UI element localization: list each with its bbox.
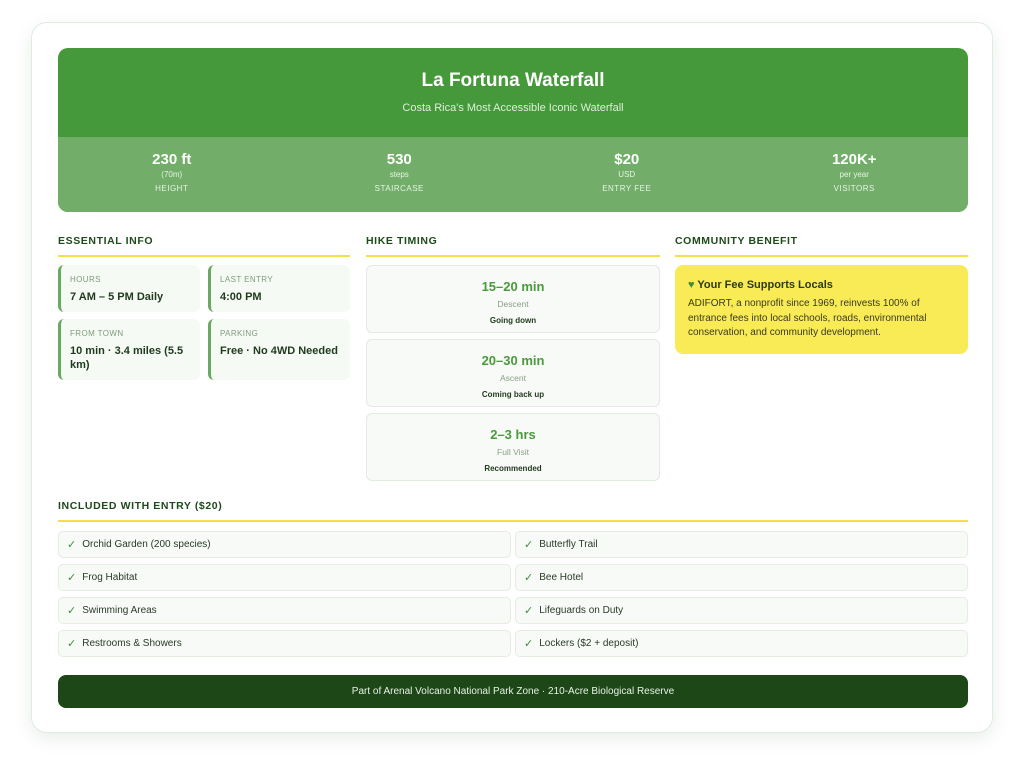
community-heading	[688, 279, 955, 291]
check-icon: ✓	[524, 638, 534, 650]
stat-unit: per year	[839, 170, 869, 179]
info-card	[31, 22, 993, 733]
check-icon: ✓	[524, 605, 534, 617]
check-icon: ✓	[67, 638, 77, 650]
community-heading-text: Your Fee Supports Locals	[697, 279, 833, 291]
timing-note: Coming back up	[481, 390, 545, 399]
info-label: HOURS	[70, 275, 101, 284]
community-benefit-title: COMMUNITY BENEFIT	[675, 235, 968, 257]
stat-label: STAIRCASE	[374, 184, 424, 193]
stat-staircase	[286, 137, 514, 212]
included-item	[515, 630, 968, 657]
timing-note: Recommended	[484, 464, 542, 473]
check-icon: ✓	[67, 605, 77, 617]
included-item-label: Lifeguards on Duty	[539, 605, 624, 616]
info-value: Free · No 4WD Needed	[220, 345, 338, 357]
timing-label: Descent	[497, 299, 529, 309]
hero-banner	[58, 48, 968, 212]
green-heart-icon: ♥	[688, 279, 695, 291]
essential-info-title: ESSENTIAL INFO	[58, 235, 350, 257]
included-item-label: Orchid Garden (200 species)	[82, 539, 211, 550]
included-item-label: Bee Hotel	[539, 572, 584, 583]
stat-unit: USD	[618, 170, 636, 179]
included-item	[58, 630, 511, 657]
included-item	[58, 564, 511, 591]
info-hours	[58, 265, 200, 312]
stat-value: 120K+	[831, 151, 877, 168]
info-value: 4:00 PM	[220, 291, 262, 303]
timing-value: 15–20 min	[481, 279, 545, 294]
timing-ascent	[366, 339, 660, 407]
included-item-label: Butterfly Trail	[539, 539, 598, 550]
stat-unit: steps	[389, 170, 409, 179]
info-label: FROM TOWN	[70, 329, 124, 338]
timing-descent	[366, 265, 660, 333]
stats-bar	[58, 137, 968, 212]
info-last-entry	[208, 265, 350, 312]
stat-label: ENTRY FEE	[602, 184, 652, 193]
page-title: La Fortuna Waterfall	[421, 70, 605, 91]
included-item	[515, 564, 968, 591]
stat-label: VISITORS	[833, 184, 875, 193]
stat-height	[58, 137, 286, 212]
check-icon: ✓	[524, 572, 534, 584]
included-item	[515, 531, 968, 558]
stat-value: 530	[386, 151, 412, 168]
included-item-label: Swimming Areas	[82, 605, 157, 616]
info-label: PARKING	[220, 329, 259, 338]
stat-label: HEIGHT	[155, 184, 189, 193]
included-item-label: Frog Habitat	[82, 572, 138, 583]
included-item-label: Lockers ($2 + deposit)	[539, 638, 639, 649]
check-icon: ✓	[67, 572, 77, 584]
included-item-label: Restrooms & Showers	[82, 638, 182, 649]
included-title: INCLUDED WITH ENTRY ($20)	[58, 500, 968, 522]
hike-timing-title: HIKE TIMING	[366, 235, 660, 257]
timing-full-visit	[366, 413, 660, 481]
info-from-town	[58, 319, 200, 380]
footer-banner: Part of Arenal Volcano National Park Zone · 210-Acre Biological Reserve	[58, 675, 968, 708]
included-item	[58, 597, 511, 624]
included-item	[58, 531, 511, 558]
info-label: LAST ENTRY	[220, 275, 274, 284]
info-value: 7 AM – 5 PM Daily	[70, 291, 164, 303]
timing-label: Ascent	[500, 373, 526, 383]
stat-value: $20	[614, 151, 640, 168]
check-icon: ✓	[524, 539, 534, 551]
hero-title-area	[58, 48, 968, 137]
timing-label: Full Visit	[497, 447, 529, 457]
page-subtitle: Costa Rica's Most Accessible Iconic Waterfall	[402, 102, 624, 114]
check-icon: ✓	[67, 539, 77, 551]
community-text: ADIFORT, a nonprofit since 1969, reinvests 100% of entrance fees into local schools, roads, environmental conservation, and community development.	[688, 298, 927, 338]
community-callout	[675, 265, 968, 354]
timing-note: Going down	[489, 316, 537, 325]
timing-value: 20–30 min	[481, 353, 545, 368]
stat-value: 230 ft	[152, 151, 192, 168]
info-parking	[208, 319, 350, 380]
stat-entry-fee	[513, 137, 741, 212]
stat-unit: (70m)	[161, 170, 183, 179]
stat-visitors	[741, 137, 969, 212]
info-value: 10 min · 3.4 miles (5.5 km)	[70, 345, 184, 372]
included-item	[515, 597, 968, 624]
timing-value: 2–3 hrs	[490, 427, 536, 442]
